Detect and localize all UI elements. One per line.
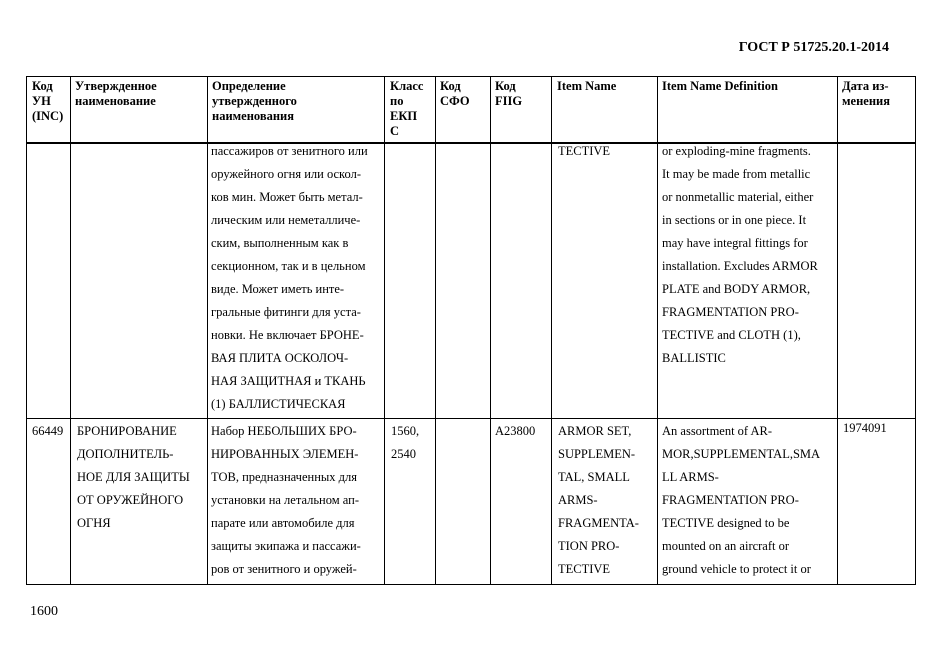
row2-name-ru: БРОНИРОВАНИЕ ДОПОЛНИТЕЛЬ- НОЕ ДЛЯ ЗАЩИТЫ ОТ ОРУЖЕЙНОГО ОГНЯ xyxy=(77,424,190,530)
column-divider xyxy=(551,77,552,584)
row2-item-definition: An assortment of AR- MOR,SUPPLEMENTAL,SMA LL ARMS- FRAGMENTATION PRO- TECTIVE designed to be mounted on an aircraft or ground vehicle to protect it or xyxy=(662,424,821,576)
row2-inc: 66449 xyxy=(32,424,64,438)
row2-item-name: ARMOR SET, SUPPLEMEN- TAL, SMALL ARMS- FRAGMENTA- TION PRO- TECTIVE xyxy=(558,424,639,576)
header-inc: Код УН (INC) xyxy=(32,79,64,123)
column-divider xyxy=(435,77,436,584)
row2-change-date: 1974091 xyxy=(843,421,887,435)
header-item-name: Item Name xyxy=(557,79,617,93)
header-definition: Определение утвержденного наименования xyxy=(212,79,297,123)
column-divider xyxy=(207,77,208,584)
row1-item-name: TECTIVE xyxy=(558,144,611,158)
column-divider xyxy=(384,77,385,584)
header-class: Класс по ЕКП С xyxy=(390,79,424,138)
header-change-date: Дата из- менения xyxy=(842,79,890,108)
column-divider xyxy=(657,77,658,584)
page-number: 1600 xyxy=(30,604,58,619)
column-divider xyxy=(837,77,838,584)
column-divider xyxy=(70,77,71,584)
row2-class: 1560, 2540 xyxy=(391,424,420,461)
data-table xyxy=(26,76,916,585)
header-approved-name: Утвержденное наименование xyxy=(75,79,157,108)
column-divider xyxy=(490,77,491,584)
header-item-name-definition: Item Name Definition xyxy=(662,79,778,93)
document-standard-number: ГОСТ Р 51725.20.1-2014 xyxy=(738,40,889,55)
row2-definition-ru: Набор НЕБОЛЬШИХ БРО- НИРОВАННЫХ ЭЛЕМЕН- ТОВ, предназначенных для установки на летальном ап- парате или автомобиле для защиты экипажа и пассажи- ров от зенитного и оружей- xyxy=(211,424,361,576)
row1-definition-ru: пассажиров от зенитного или оружейного огня или оскол- ков мин. Может быть метал- лическим или неметалличе- ским, выполненным как в секционном, так и в цельном виде. Может иметь инте- гральные фитинги для уста- новки. Не включает БРОНЕ- ВАЯ ПЛИТА ОСКОЛОЧ- НАЯ ЗАЩИТНАЯ и ТКАНЬ (1) БАЛЛИСТИЧЕСКАЯ xyxy=(211,144,368,411)
row-divider xyxy=(27,418,915,419)
row1-item-definition: or exploding-mine fragments. It may be made from metallic or nonmetallic material, either in sections or in one piece. It may have integral fittings for installation. Excludes ARMOR PLATE and BODY ARMOR, FRAGMENTATION PRO- TECTIVE and CLOTH (1), BALLISTIC xyxy=(662,144,818,365)
row2-fiig: A23800 xyxy=(495,424,536,438)
header-sfo-code: Код СФО xyxy=(440,79,470,108)
header-fiig-code: Код FIIG xyxy=(495,79,523,108)
